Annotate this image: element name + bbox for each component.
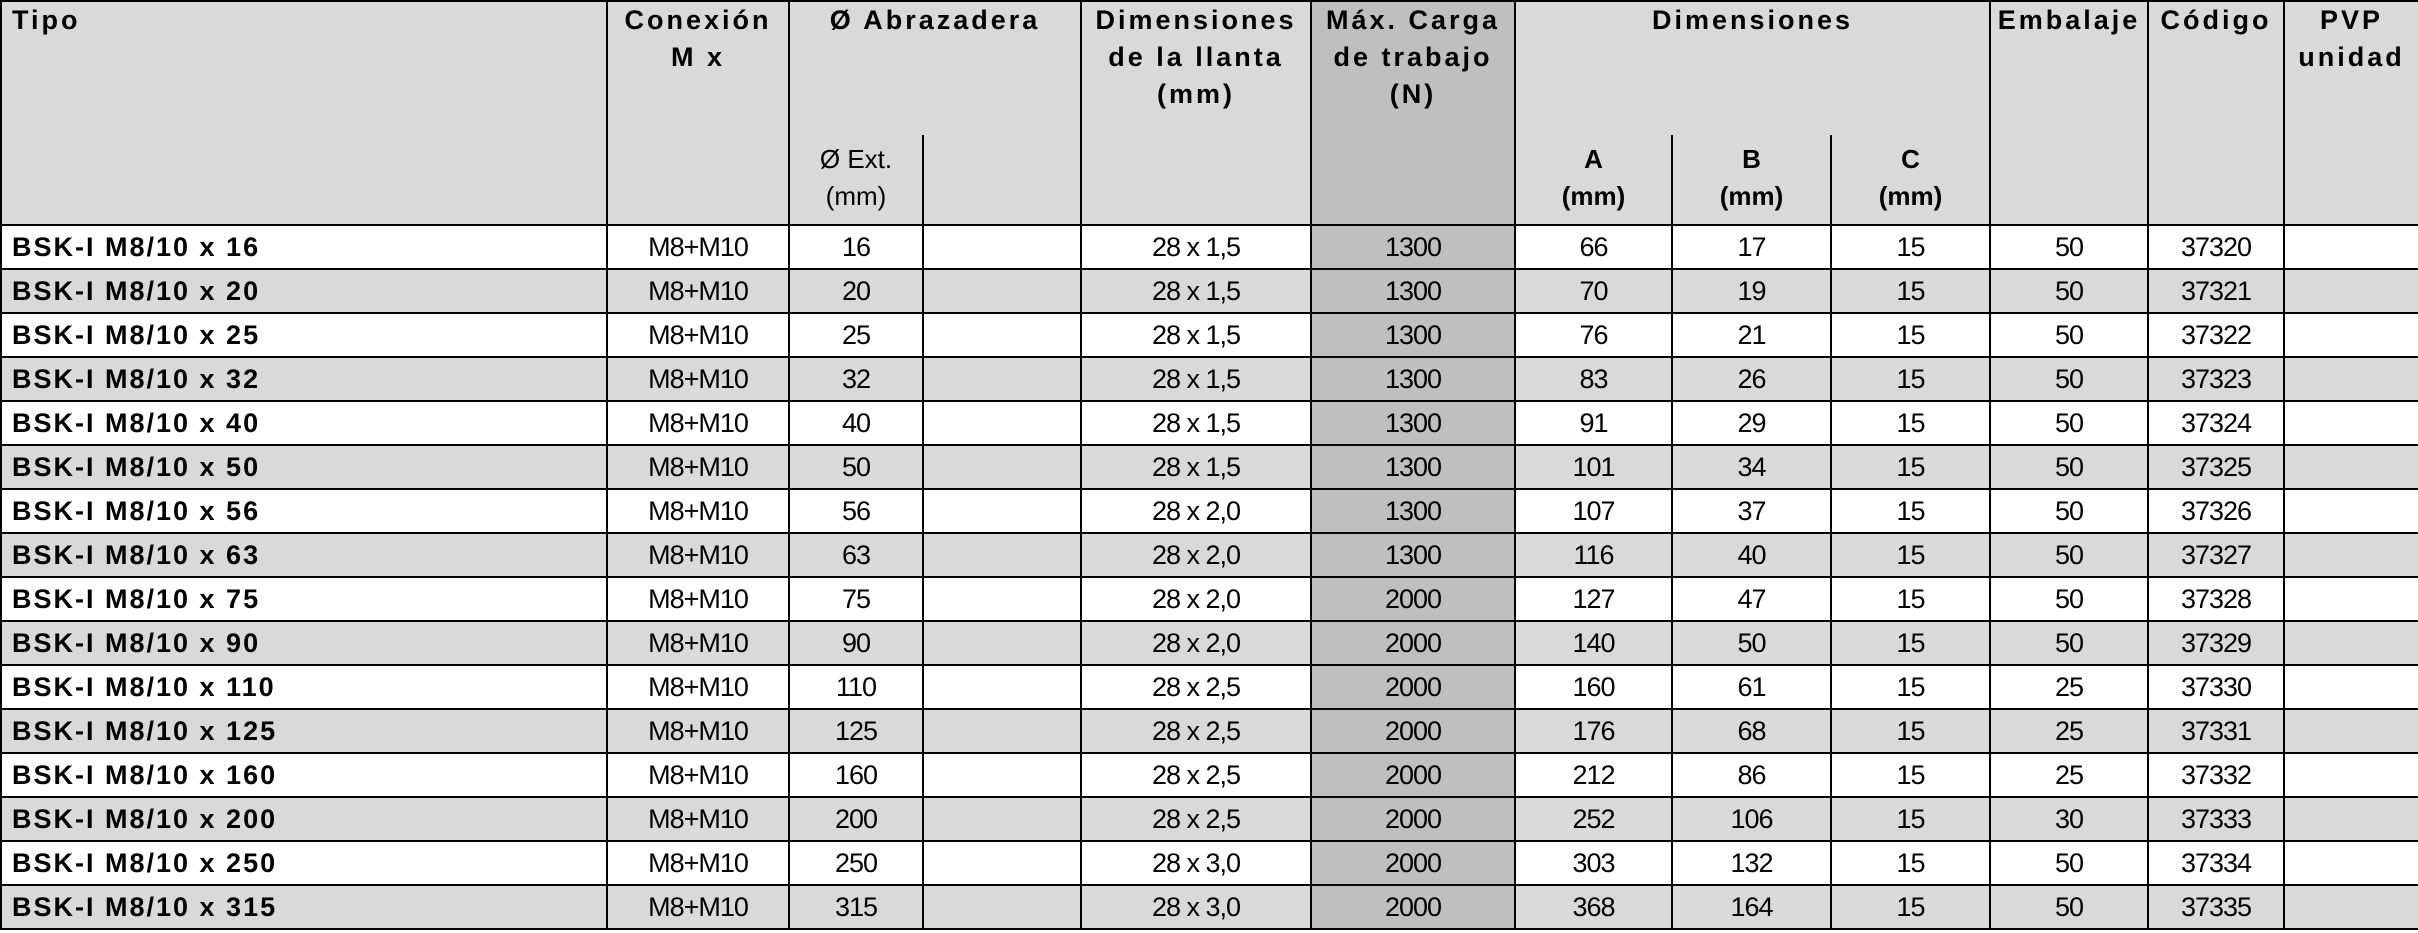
cell-pvp — [2284, 753, 2418, 797]
cell-ext: 25 — [789, 313, 923, 357]
cell-tipo: BSK-I M8/10 x 90 — [1, 621, 607, 665]
cell-ext: 200 — [789, 797, 923, 841]
cell-embalaje: 50 — [1990, 489, 2148, 533]
cell-carga: 2000 — [1311, 797, 1515, 841]
cell-carga: 1300 — [1311, 445, 1515, 489]
cell-a: 116 — [1515, 533, 1672, 577]
cell-tipo: BSK-I M8/10 x 63 — [1, 533, 607, 577]
cell-c: 15 — [1831, 577, 1990, 621]
cell-conexion: M8+M10 — [607, 401, 789, 445]
cell-ext-blank — [923, 797, 1081, 841]
cell-pvp — [2284, 357, 2418, 401]
cell-conexion: M8+M10 — [607, 533, 789, 577]
cell-codigo: 37330 — [2148, 665, 2284, 709]
cell-tipo: BSK-I M8/10 x 250 — [1, 841, 607, 885]
cell-codigo: 37325 — [2148, 445, 2284, 489]
table-row — [1, 621, 2418, 665]
cell-a: 66 — [1515, 225, 1672, 269]
header-conexion: Conexión M x — [607, 1, 789, 225]
cell-conexion: M8+M10 — [607, 313, 789, 357]
cell-embalaje: 50 — [1990, 225, 2148, 269]
cell-tipo: BSK-I M8/10 x 50 — [1, 445, 607, 489]
cell-embalaje: 50 — [1990, 533, 2148, 577]
header-codigo: Código — [2148, 1, 2284, 225]
table-row — [1, 577, 2418, 621]
cell-a: 140 — [1515, 621, 1672, 665]
cell-b: 37 — [1672, 489, 1831, 533]
header-a: A (mm) — [1515, 135, 1672, 225]
cell-llanta: 28 x 2,5 — [1081, 753, 1311, 797]
cell-b: 132 — [1672, 841, 1831, 885]
cell-ext: 56 — [789, 489, 923, 533]
cell-embalaje: 50 — [1990, 313, 2148, 357]
cell-pvp — [2284, 885, 2418, 929]
cell-pvp — [2284, 489, 2418, 533]
cell-embalaje: 50 — [1990, 577, 2148, 621]
cell-carga: 1300 — [1311, 225, 1515, 269]
cell-ext: 90 — [789, 621, 923, 665]
cell-ext-blank — [923, 577, 1081, 621]
cell-conexion: M8+M10 — [607, 797, 789, 841]
cell-c: 15 — [1831, 313, 1990, 357]
cell-pvp — [2284, 269, 2418, 313]
cell-tipo: BSK-I M8/10 x 315 — [1, 885, 607, 929]
cell-carga: 1300 — [1311, 357, 1515, 401]
cell-carga: 2000 — [1311, 753, 1515, 797]
cell-llanta: 28 x 2,5 — [1081, 665, 1311, 709]
cell-codigo: 37333 — [2148, 797, 2284, 841]
cell-llanta: 28 x 1,5 — [1081, 357, 1311, 401]
cell-a: 76 — [1515, 313, 1672, 357]
cell-c: 15 — [1831, 753, 1990, 797]
cell-pvp — [2284, 533, 2418, 577]
cell-tipo: BSK-I M8/10 x 20 — [1, 269, 607, 313]
cell-ext: 160 — [789, 753, 923, 797]
cell-codigo: 37320 — [2148, 225, 2284, 269]
header-b: B (mm) — [1672, 135, 1831, 225]
table-row — [1, 225, 2418, 269]
cell-embalaje: 25 — [1990, 665, 2148, 709]
cell-embalaje: 50 — [1990, 841, 2148, 885]
cell-b: 34 — [1672, 445, 1831, 489]
cell-c: 15 — [1831, 797, 1990, 841]
cell-codigo: 37323 — [2148, 357, 2284, 401]
cell-c: 15 — [1831, 489, 1990, 533]
cell-llanta: 28 x 1,5 — [1081, 401, 1311, 445]
cell-llanta: 28 x 1,5 — [1081, 269, 1311, 313]
table-row — [1, 533, 2418, 577]
cell-b: 164 — [1672, 885, 1831, 929]
cell-tipo: BSK-I M8/10 x 56 — [1, 489, 607, 533]
cell-codigo: 37329 — [2148, 621, 2284, 665]
cell-ext: 315 — [789, 885, 923, 929]
cell-conexion: M8+M10 — [607, 709, 789, 753]
cell-llanta: 28 x 2,0 — [1081, 533, 1311, 577]
cell-llanta: 28 x 3,0 — [1081, 841, 1311, 885]
cell-codigo: 37321 — [2148, 269, 2284, 313]
cell-codigo: 37327 — [2148, 533, 2284, 577]
cell-carga: 2000 — [1311, 709, 1515, 753]
cell-ext-blank — [923, 401, 1081, 445]
cell-conexion: M8+M10 — [607, 577, 789, 621]
cell-llanta: 28 x 2,0 — [1081, 621, 1311, 665]
cell-embalaje: 50 — [1990, 885, 2148, 929]
cell-pvp — [2284, 445, 2418, 489]
cell-c: 15 — [1831, 533, 1990, 577]
cell-ext: 20 — [789, 269, 923, 313]
cell-ext-blank — [923, 885, 1081, 929]
cell-llanta: 28 x 2,5 — [1081, 797, 1311, 841]
cell-a: 127 — [1515, 577, 1672, 621]
cell-c: 15 — [1831, 665, 1990, 709]
cell-embalaje: 30 — [1990, 797, 2148, 841]
cell-codigo: 37322 — [2148, 313, 2284, 357]
cell-tipo: BSK-I M8/10 x 160 — [1, 753, 607, 797]
cell-conexion: M8+M10 — [607, 225, 789, 269]
cell-carga: 1300 — [1311, 313, 1515, 357]
cell-codigo: 37324 — [2148, 401, 2284, 445]
cell-ext-blank — [923, 489, 1081, 533]
header-dimensiones: Dimensiones — [1515, 1, 1990, 135]
cell-pvp — [2284, 621, 2418, 665]
table-header — [1, 1, 2418, 225]
cell-ext-blank — [923, 665, 1081, 709]
cell-embalaje: 50 — [1990, 401, 2148, 445]
cell-a: 252 — [1515, 797, 1672, 841]
cell-b: 61 — [1672, 665, 1831, 709]
table-row — [1, 269, 2418, 313]
cell-llanta: 28 x 1,5 — [1081, 445, 1311, 489]
cell-a: 91 — [1515, 401, 1672, 445]
cell-conexion: M8+M10 — [607, 885, 789, 929]
header-embalaje: Embalaje — [1990, 1, 2148, 225]
table-row — [1, 357, 2418, 401]
cell-conexion: M8+M10 — [607, 841, 789, 885]
cell-ext: 75 — [789, 577, 923, 621]
header-c: C (mm) — [1831, 135, 1990, 225]
cell-carga: 2000 — [1311, 577, 1515, 621]
table-row — [1, 665, 2418, 709]
cell-embalaje: 50 — [1990, 445, 2148, 489]
cell-llanta: 28 x 2,0 — [1081, 577, 1311, 621]
table-row — [1, 709, 2418, 753]
cell-ext-blank — [923, 269, 1081, 313]
cell-b: 47 — [1672, 577, 1831, 621]
cell-embalaje: 50 — [1990, 621, 2148, 665]
cell-a: 212 — [1515, 753, 1672, 797]
cell-c: 15 — [1831, 401, 1990, 445]
cell-conexion: M8+M10 — [607, 445, 789, 489]
header-max-carga: Máx. Carga de trabajo (N) — [1311, 1, 1515, 225]
cell-c: 15 — [1831, 269, 1990, 313]
header-tipo: Tipo — [1, 1, 607, 225]
table-row — [1, 489, 2418, 533]
cell-a: 160 — [1515, 665, 1672, 709]
cell-c: 15 — [1831, 621, 1990, 665]
cell-llanta: 28 x 3,0 — [1081, 885, 1311, 929]
cell-b: 86 — [1672, 753, 1831, 797]
cell-tipo: BSK-I M8/10 x 200 — [1, 797, 607, 841]
cell-conexion: M8+M10 — [607, 357, 789, 401]
cell-codigo: 37328 — [2148, 577, 2284, 621]
cell-a: 70 — [1515, 269, 1672, 313]
cell-pvp — [2284, 841, 2418, 885]
table-row — [1, 797, 2418, 841]
cell-tipo: BSK-I M8/10 x 32 — [1, 357, 607, 401]
cell-b: 29 — [1672, 401, 1831, 445]
cell-carga: 1300 — [1311, 401, 1515, 445]
cell-codigo: 37335 — [2148, 885, 2284, 929]
cell-ext-blank — [923, 357, 1081, 401]
cell-a: 101 — [1515, 445, 1672, 489]
cell-embalaje: 25 — [1990, 709, 2148, 753]
cell-conexion: M8+M10 — [607, 269, 789, 313]
cell-ext-blank — [923, 445, 1081, 489]
cell-b: 68 — [1672, 709, 1831, 753]
cell-tipo: BSK-I M8/10 x 25 — [1, 313, 607, 357]
cell-tipo: BSK-I M8/10 x 75 — [1, 577, 607, 621]
cell-llanta: 28 x 2,0 — [1081, 489, 1311, 533]
cell-llanta: 28 x 2,5 — [1081, 709, 1311, 753]
cell-b: 40 — [1672, 533, 1831, 577]
cell-embalaje: 50 — [1990, 357, 2148, 401]
cell-b: 19 — [1672, 269, 1831, 313]
cell-a: 368 — [1515, 885, 1672, 929]
cell-codigo: 37326 — [2148, 489, 2284, 533]
cell-ext: 40 — [789, 401, 923, 445]
cell-pvp — [2284, 709, 2418, 753]
cell-ext-blank — [923, 841, 1081, 885]
cell-ext: 16 — [789, 225, 923, 269]
cell-ext: 50 — [789, 445, 923, 489]
table-row — [1, 841, 2418, 885]
cell-tipo: BSK-I M8/10 x 110 — [1, 665, 607, 709]
cell-conexion: M8+M10 — [607, 753, 789, 797]
cell-c: 15 — [1831, 357, 1990, 401]
cell-c: 15 — [1831, 445, 1990, 489]
cell-tipo: BSK-I M8/10 x 125 — [1, 709, 607, 753]
cell-codigo: 37331 — [2148, 709, 2284, 753]
cell-carga: 2000 — [1311, 665, 1515, 709]
cell-b: 17 — [1672, 225, 1831, 269]
cell-tipo: BSK-I M8/10 x 40 — [1, 401, 607, 445]
table-row — [1, 753, 2418, 797]
cell-ext-blank — [923, 753, 1081, 797]
cell-codigo: 37332 — [2148, 753, 2284, 797]
cell-c: 15 — [1831, 841, 1990, 885]
cell-conexion: M8+M10 — [607, 621, 789, 665]
header-ext: Ø Ext. (mm) — [789, 135, 923, 225]
cell-carga: 1300 — [1311, 533, 1515, 577]
cell-carga: 2000 — [1311, 841, 1515, 885]
cell-a: 107 — [1515, 489, 1672, 533]
cell-ext-blank — [923, 313, 1081, 357]
cell-pvp — [2284, 577, 2418, 621]
cell-ext: 32 — [789, 357, 923, 401]
cell-pvp — [2284, 665, 2418, 709]
cell-llanta: 28 x 1,5 — [1081, 313, 1311, 357]
cell-c: 15 — [1831, 225, 1990, 269]
cell-pvp — [2284, 401, 2418, 445]
cell-pvp — [2284, 313, 2418, 357]
table-body — [1, 225, 2418, 929]
header-abrazadera: Ø Abrazadera — [789, 1, 1081, 135]
cell-carga: 2000 — [1311, 621, 1515, 665]
cell-tipo: BSK-I M8/10 x 16 — [1, 225, 607, 269]
cell-ext-blank — [923, 533, 1081, 577]
header-ext-blank — [923, 135, 1081, 225]
cell-ext: 110 — [789, 665, 923, 709]
cell-ext-blank — [923, 225, 1081, 269]
header-pvp: PVP unidad — [2284, 1, 2418, 225]
table-row — [1, 445, 2418, 489]
cell-a: 176 — [1515, 709, 1672, 753]
table-row — [1, 885, 2418, 929]
header-dim-llanta: Dimensiones de la llanta (mm) — [1081, 1, 1311, 225]
table-row — [1, 313, 2418, 357]
cell-a: 303 — [1515, 841, 1672, 885]
cell-pvp — [2284, 225, 2418, 269]
cell-b: 21 — [1672, 313, 1831, 357]
cell-embalaje: 25 — [1990, 753, 2148, 797]
cell-b: 26 — [1672, 357, 1831, 401]
cell-conexion: M8+M10 — [607, 489, 789, 533]
cell-b: 106 — [1672, 797, 1831, 841]
cell-c: 15 — [1831, 709, 1990, 753]
cell-ext-blank — [923, 709, 1081, 753]
cell-ext: 63 — [789, 533, 923, 577]
cell-b: 50 — [1672, 621, 1831, 665]
cell-carga: 1300 — [1311, 489, 1515, 533]
cell-c: 15 — [1831, 885, 1990, 929]
cell-llanta: 28 x 1,5 — [1081, 225, 1311, 269]
table-row — [1, 401, 2418, 445]
cell-codigo: 37334 — [2148, 841, 2284, 885]
cell-embalaje: 50 — [1990, 269, 2148, 313]
cell-carga: 1300 — [1311, 269, 1515, 313]
cell-a: 83 — [1515, 357, 1672, 401]
cell-ext-blank — [923, 621, 1081, 665]
cell-conexion: M8+M10 — [607, 665, 789, 709]
cell-carga: 2000 — [1311, 885, 1515, 929]
cell-ext: 250 — [789, 841, 923, 885]
cell-ext: 125 — [789, 709, 923, 753]
cell-pvp — [2284, 797, 2418, 841]
